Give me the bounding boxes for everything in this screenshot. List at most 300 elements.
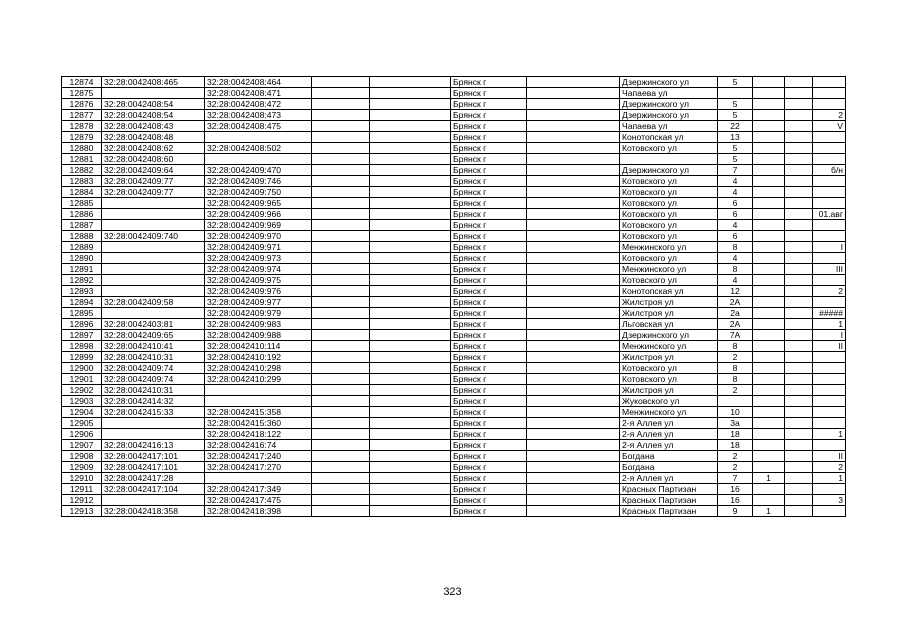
table-cell: 32:28:0042408:465: [102, 77, 205, 88]
table-cell: 4: [718, 187, 753, 198]
table-cell: 2: [813, 110, 846, 121]
table-cell: 12876: [62, 99, 102, 110]
table-cell: [753, 220, 785, 231]
table-row: [62, 99, 846, 110]
table-cell: 32:28:0042409:65: [102, 330, 205, 341]
table-cell: 12906: [62, 429, 102, 440]
table-cell: Брянск г: [451, 319, 527, 330]
table-cell: [370, 231, 451, 242]
table-cell: [370, 286, 451, 297]
table-cell: 12899: [62, 352, 102, 363]
table-cell: [312, 473, 370, 484]
table-cell: 01.авг: [813, 209, 846, 220]
table-cell: 1: [813, 429, 846, 440]
table-cell: [785, 385, 813, 396]
table-cell: [785, 132, 813, 143]
table-cell: [753, 308, 785, 319]
table-cell: [785, 286, 813, 297]
table-cell: [312, 506, 370, 517]
table-cell: [753, 363, 785, 374]
table-row: [62, 374, 846, 385]
table-cell: 32:28:0042417:475: [205, 495, 312, 506]
table-cell: 8: [718, 242, 753, 253]
table-cell: [312, 165, 370, 176]
table-row: [62, 330, 846, 341]
table-cell: [785, 88, 813, 99]
table-cell: Менжинского ул: [620, 264, 718, 275]
table-cell: Брянск г: [451, 352, 527, 363]
table-cell: 4: [718, 176, 753, 187]
table-cell: [370, 143, 451, 154]
table-cell: [785, 319, 813, 330]
table-cell: 32:28:0042417:101: [102, 462, 205, 473]
table-cell: [312, 396, 370, 407]
table-cell: Котовского ул: [620, 176, 718, 187]
table-cell: [527, 99, 620, 110]
table-cell: [370, 396, 451, 407]
table-cell: 32:28:0042414:32: [102, 396, 205, 407]
table-row: [62, 132, 846, 143]
table-cell: 2: [813, 286, 846, 297]
table-cell: Дзержинского ул: [620, 99, 718, 110]
table-cell: 12889: [62, 242, 102, 253]
table-cell: Красных Партизан: [620, 506, 718, 517]
table-body: [62, 77, 846, 517]
table-cell: Брянск г: [451, 495, 527, 506]
table-cell: [813, 154, 846, 165]
table-cell: Чапаева ул: [620, 121, 718, 132]
table-cell: 32:28:0042408:475: [205, 121, 312, 132]
table-row: [62, 275, 846, 286]
table-cell: 12880: [62, 143, 102, 154]
table-cell: 4: [718, 275, 753, 286]
table-row: [62, 264, 846, 275]
table-cell: [785, 77, 813, 88]
table-cell: 7: [718, 473, 753, 484]
table-cell: [753, 176, 785, 187]
table-cell: [312, 154, 370, 165]
table-cell: Брянск г: [451, 264, 527, 275]
table-row: [62, 209, 846, 220]
table-cell: 32:28:0042408:464: [205, 77, 312, 88]
table-cell: Брянск г: [451, 297, 527, 308]
table-cell: 12912: [62, 495, 102, 506]
table-cell: [102, 495, 205, 506]
table-cell: 32:28:0042408:48: [102, 132, 205, 143]
table-cell: Брянск г: [451, 341, 527, 352]
table-cell: 32:28:0042408:471: [205, 88, 312, 99]
table-row: [62, 319, 846, 330]
table-cell: 9: [718, 506, 753, 517]
table-cell: Дзержинского ул: [620, 330, 718, 341]
table-cell: [527, 154, 620, 165]
table-cell: 32:28:0042417:349: [205, 484, 312, 495]
table-cell: 32:28:0042410:31: [102, 352, 205, 363]
table-cell: 10: [718, 407, 753, 418]
table-row: [62, 341, 846, 352]
table-cell: 32:28:0042409:64: [102, 165, 205, 176]
table-cell: [370, 319, 451, 330]
table-cell: Котовского ул: [620, 231, 718, 242]
table-cell: 32:28:0042417:270: [205, 462, 312, 473]
table-cell: [527, 374, 620, 385]
table-cell: 32:28:0042410:298: [205, 363, 312, 374]
table-cell: 32:28:0042416:74: [205, 440, 312, 451]
table-cell: [813, 407, 846, 418]
table-cell: 1: [753, 506, 785, 517]
table-cell: [370, 462, 451, 473]
table-cell: [370, 440, 451, 451]
table-cell: [813, 253, 846, 264]
table-cell: [370, 341, 451, 352]
table-cell: Котовского ул: [620, 363, 718, 374]
table-cell: 32:28:0042410:31: [102, 385, 205, 396]
table-cell: [813, 506, 846, 517]
table-cell: [785, 99, 813, 110]
table-cell: [753, 143, 785, 154]
table-row: [62, 297, 846, 308]
table-cell: Брянск г: [451, 132, 527, 143]
table-cell: 18: [718, 429, 753, 440]
table-cell: [527, 286, 620, 297]
table-cell: 32:28:0042409:746: [205, 176, 312, 187]
table-cell: Брянск г: [451, 88, 527, 99]
table-row: [62, 451, 846, 462]
table-row: [62, 506, 846, 517]
table-cell: 32:28:0042409:975: [205, 275, 312, 286]
table-cell: 12888: [62, 231, 102, 242]
table-cell: [370, 363, 451, 374]
table-cell: 32:28:0042417:240: [205, 451, 312, 462]
table-cell: [718, 396, 753, 407]
table-cell: [785, 242, 813, 253]
table-cell: Брянск г: [451, 231, 527, 242]
table-cell: [370, 429, 451, 440]
table-cell: [312, 121, 370, 132]
table-cell: [312, 143, 370, 154]
data-table: [61, 76, 846, 517]
table-cell: [370, 506, 451, 517]
table-cell: [527, 220, 620, 231]
table-cell: 6: [718, 231, 753, 242]
table-cell: 12878: [62, 121, 102, 132]
table-cell: [370, 253, 451, 264]
table-cell: Брянск г: [451, 110, 527, 121]
table-cell: [527, 418, 620, 429]
table-cell: [753, 99, 785, 110]
table-cell: [753, 341, 785, 352]
table-cell: I: [813, 242, 846, 253]
table-cell: 32:28:0042415:360: [205, 418, 312, 429]
table-cell: [370, 330, 451, 341]
table-cell: [753, 209, 785, 220]
table-cell: [813, 143, 846, 154]
table-cell: 32:28:0042408:43: [102, 121, 205, 132]
table-cell: 32:28:0042408:472: [205, 99, 312, 110]
table-cell: [527, 385, 620, 396]
table-cell: [527, 110, 620, 121]
table-cell: 32:28:0042417:104: [102, 484, 205, 495]
table-cell: 7: [718, 165, 753, 176]
table-cell: Льговская ул: [620, 319, 718, 330]
table-cell: [312, 242, 370, 253]
table-cell: Брянск г: [451, 374, 527, 385]
table-cell: 5: [718, 77, 753, 88]
table-cell: [102, 418, 205, 429]
table-cell: [753, 154, 785, 165]
table-cell: [753, 77, 785, 88]
table-cell: 32:28:0042417:28: [102, 473, 205, 484]
table-cell: Жуковского ул: [620, 396, 718, 407]
table-cell: 32:28:0042418:122: [205, 429, 312, 440]
table-cell: [312, 407, 370, 418]
table-cell: [527, 407, 620, 418]
table-cell: б/н: [813, 165, 846, 176]
table-cell: [753, 495, 785, 506]
table-cell: [753, 198, 785, 209]
table-cell: 32:28:0042409:58: [102, 297, 205, 308]
table-cell: [753, 396, 785, 407]
table-cell: Брянск г: [451, 396, 527, 407]
table-cell: 32:28:0042418:358: [102, 506, 205, 517]
table-cell: 16: [718, 484, 753, 495]
table-cell: [312, 495, 370, 506]
table-cell: [753, 330, 785, 341]
table-cell: [527, 187, 620, 198]
table-cell: 12891: [62, 264, 102, 275]
table-cell: 2А: [718, 297, 753, 308]
table-cell: [813, 385, 846, 396]
table-cell: Брянск г: [451, 165, 527, 176]
table-cell: [312, 264, 370, 275]
table-cell: Котовского ул: [620, 143, 718, 154]
table-cell: 12886: [62, 209, 102, 220]
table-cell: Дзержинского ул: [620, 77, 718, 88]
table-row: [62, 77, 846, 88]
table-cell: 32:28:0042409:74: [102, 374, 205, 385]
table-row: [62, 187, 846, 198]
table-cell: 32:28:0042409:979: [205, 308, 312, 319]
table-cell: [785, 418, 813, 429]
table-cell: [785, 275, 813, 286]
table-row: [62, 363, 846, 374]
table-cell: #####: [813, 308, 846, 319]
table-cell: [312, 319, 370, 330]
table-cell: [312, 187, 370, 198]
table-cell: [785, 451, 813, 462]
table-cell: 12890: [62, 253, 102, 264]
table-cell: [753, 407, 785, 418]
table-cell: 2-я Аллея ул: [620, 418, 718, 429]
table-cell: [370, 418, 451, 429]
table-cell: Котовского ул: [620, 275, 718, 286]
table-cell: [312, 418, 370, 429]
table-cell: Брянск г: [451, 308, 527, 319]
table-cell: [813, 88, 846, 99]
table-cell: 2а: [718, 308, 753, 319]
table-cell: III: [813, 264, 846, 275]
table-row: [62, 253, 846, 264]
table-cell: Котовского ул: [620, 187, 718, 198]
table-row: [62, 418, 846, 429]
table-cell: Брянск г: [451, 275, 527, 286]
table-cell: 12898: [62, 341, 102, 352]
table-cell: [753, 297, 785, 308]
table-cell: [527, 341, 620, 352]
table-cell: [312, 198, 370, 209]
table-cell: [753, 484, 785, 495]
table-row: [62, 198, 846, 209]
table-cell: [785, 176, 813, 187]
table-cell: [205, 473, 312, 484]
table-cell: V: [813, 121, 846, 132]
table-cell: [753, 440, 785, 451]
table-cell: Котовского ул: [620, 198, 718, 209]
table-cell: [102, 198, 205, 209]
table-cell: [785, 121, 813, 132]
table-cell: [527, 231, 620, 242]
table-cell: [785, 473, 813, 484]
table-cell: [527, 451, 620, 462]
table-cell: [813, 484, 846, 495]
table-cell: Брянск г: [451, 506, 527, 517]
table-cell: Красных Партизан: [620, 484, 718, 495]
table-cell: Брянск г: [451, 286, 527, 297]
table-cell: 12885: [62, 198, 102, 209]
table-row: [62, 88, 846, 99]
table-cell: [527, 77, 620, 88]
table-cell: [312, 88, 370, 99]
table-cell: [527, 473, 620, 484]
table-cell: [370, 275, 451, 286]
table-cell: Котовского ул: [620, 253, 718, 264]
table-row: [62, 385, 846, 396]
table-cell: [813, 363, 846, 374]
table-cell: [785, 231, 813, 242]
table-cell: [785, 484, 813, 495]
table-cell: 8: [718, 374, 753, 385]
table-cell: II: [813, 341, 846, 352]
table-cell: 32:28:0042416:13: [102, 440, 205, 451]
table-cell: [102, 286, 205, 297]
table-cell: 32:28:0042409:740: [102, 231, 205, 242]
table-cell: 32:28:0042409:970: [205, 231, 312, 242]
table-cell: [527, 462, 620, 473]
table-cell: 3а: [718, 418, 753, 429]
table-cell: [370, 451, 451, 462]
table-cell: [813, 220, 846, 231]
table-cell: 12893: [62, 286, 102, 297]
table-cell: Брянск г: [451, 187, 527, 198]
table-cell: 32:28:0042409:974: [205, 264, 312, 275]
table-cell: [312, 462, 370, 473]
table-cell: [370, 209, 451, 220]
table-cell: 12902: [62, 385, 102, 396]
table-cell: 32:28:0042417:101: [102, 451, 205, 462]
table-cell: [527, 440, 620, 451]
table-cell: [312, 308, 370, 319]
table-cell: Жилстроя ул: [620, 352, 718, 363]
table-cell: [527, 484, 620, 495]
table-cell: [370, 132, 451, 143]
table-cell: 6: [718, 198, 753, 209]
table-cell: Брянск г: [451, 473, 527, 484]
table-cell: 2-я Аллея ул: [620, 429, 718, 440]
table-cell: 18: [718, 440, 753, 451]
table-cell: [102, 242, 205, 253]
table-cell: [370, 308, 451, 319]
table-cell: [312, 451, 370, 462]
table-cell: 32:28:0042408:54: [102, 110, 205, 121]
table-cell: Брянск г: [451, 451, 527, 462]
table-cell: [753, 275, 785, 286]
table-cell: [370, 264, 451, 275]
table-cell: 2: [718, 451, 753, 462]
table-cell: 12903: [62, 396, 102, 407]
table-row: [62, 308, 846, 319]
table-cell: 1: [753, 473, 785, 484]
table-cell: Жилстроя ул: [620, 297, 718, 308]
table-cell: 12904: [62, 407, 102, 418]
table-cell: 32:28:0042409:983: [205, 319, 312, 330]
table-cell: [813, 418, 846, 429]
table-cell: [785, 407, 813, 418]
table-cell: 5: [718, 143, 753, 154]
table-row: [62, 352, 846, 363]
table-cell: 3: [813, 495, 846, 506]
table-cell: Брянск г: [451, 209, 527, 220]
table-cell: [753, 253, 785, 264]
table-cell: [527, 143, 620, 154]
table-cell: [785, 110, 813, 121]
table-cell: [370, 407, 451, 418]
table-cell: [785, 264, 813, 275]
table-cell: I: [813, 330, 846, 341]
table-cell: [785, 506, 813, 517]
table-row: [62, 121, 846, 132]
table-cell: [205, 385, 312, 396]
table-cell: 32:28:0042408:502: [205, 143, 312, 154]
table-cell: [753, 385, 785, 396]
table-cell: 12897: [62, 330, 102, 341]
table-cell: 12895: [62, 308, 102, 319]
table-cell: [753, 374, 785, 385]
table-cell: [527, 319, 620, 330]
table-cell: Конотопская ул: [620, 286, 718, 297]
table-cell: [370, 77, 451, 88]
table-cell: [785, 462, 813, 473]
table-cell: [785, 220, 813, 231]
table-cell: [312, 220, 370, 231]
table-cell: 8: [718, 341, 753, 352]
table-cell: 32:28:0042403:81: [102, 319, 205, 330]
table-cell: Брянск г: [451, 429, 527, 440]
table-cell: [813, 440, 846, 451]
table-cell: 32:28:0042409:77: [102, 187, 205, 198]
table-cell: 32:28:0042409:470: [205, 165, 312, 176]
table-cell: 2-я Аллея ул: [620, 440, 718, 451]
table-cell: [370, 154, 451, 165]
table-cell: Брянск г: [451, 143, 527, 154]
table-cell: 12910: [62, 473, 102, 484]
table-cell: Брянск г: [451, 462, 527, 473]
table-cell: [312, 385, 370, 396]
table-cell: 32:28:0042418:398: [205, 506, 312, 517]
table-cell: [753, 110, 785, 121]
table-cell: [813, 187, 846, 198]
table-cell: 32:28:0042415:358: [205, 407, 312, 418]
table-cell: 32:28:0042409:971: [205, 242, 312, 253]
